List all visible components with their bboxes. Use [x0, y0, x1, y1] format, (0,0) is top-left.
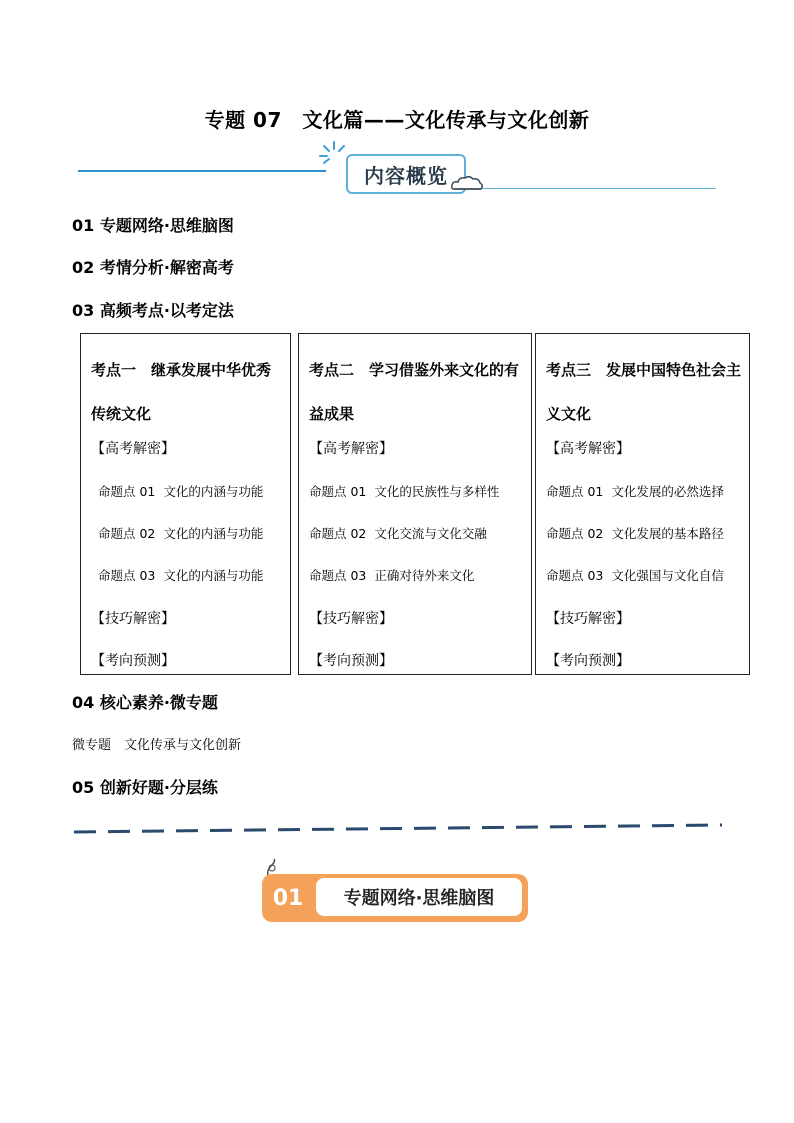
kaodian-title: 考点二 学习借鉴外来文化的有益成果	[309, 361, 520, 423]
proposition-row	[309, 524, 487, 542]
proposition-text: 文化的民族性与多样性	[374, 484, 500, 499]
section-skill-decode: 【技巧解密】	[309, 611, 393, 627]
proposition-text: 文化的内涵与功能	[163, 526, 264, 541]
proposition-row	[546, 524, 724, 542]
divider-line	[78, 170, 326, 172]
proposition-text: 文化发展的基本路径	[611, 526, 724, 541]
kaodian-title: 考点三 发展中国特色社会主义文化	[546, 361, 742, 423]
proposition-text: 文化发展的必然选择	[611, 484, 724, 499]
toc-item-key-points[interactable]: 03 高频考点·以考定法	[72, 301, 234, 320]
kaodian-title: 考点一 继承发展中华优秀传统文化	[91, 361, 272, 423]
badge-number: 01	[272, 885, 304, 911]
badge-label: 专题网络·思维脑图	[316, 878, 522, 916]
micro-topic-line: 微专题 文化传承与文化创新	[72, 738, 242, 753]
proposition-text: 文化的内涵与功能	[163, 484, 264, 499]
section-exam-decode: 【高考解密】	[91, 441, 175, 457]
section-skill-decode: 【技巧解密】	[91, 611, 175, 627]
proposition-row	[546, 482, 724, 500]
proposition-number: 命题点 02	[546, 526, 604, 541]
toc-item-mindmap[interactable]: 01 专题网络·思维脑图	[72, 216, 234, 235]
content-overview-banner	[78, 140, 718, 194]
kaodian-box-3	[535, 333, 750, 675]
proposition-number: 命题点 03	[546, 568, 604, 583]
toc-item-exam-analysis[interactable]: 02 考情分析·解密高考	[72, 258, 234, 277]
section-forecast: 【考向预测】	[546, 653, 630, 669]
proposition-text: 正确对待外来文化	[374, 568, 475, 583]
proposition-number: 命题点 03	[98, 568, 156, 583]
proposition-row	[98, 524, 263, 542]
overview-label: 内容概览	[364, 163, 448, 188]
proposition-number: 命题点 01	[98, 484, 156, 499]
proposition-number: 命题点 01	[546, 484, 604, 499]
proposition-row	[546, 566, 724, 584]
proposition-number: 命题点 01	[309, 484, 367, 499]
cloud-icon	[450, 174, 484, 192]
proposition-text: 文化的内涵与功能	[163, 568, 264, 583]
toc-item-practice[interactable]: 05 创新好题·分层练	[72, 778, 218, 797]
proposition-row	[309, 482, 499, 500]
toc-item-core-literacy[interactable]: 04 核心素养·微专题	[72, 693, 218, 712]
proposition-number: 命题点 02	[98, 526, 156, 541]
section-skill-decode: 【技巧解密】	[546, 611, 630, 627]
kaodian-box-2	[298, 333, 532, 675]
proposition-row	[309, 566, 474, 584]
dashed-separator	[72, 822, 724, 836]
section-forecast: 【考向预测】	[309, 653, 393, 669]
proposition-text: 文化交流与文化交融	[374, 526, 487, 541]
proposition-number: 命题点 03	[309, 568, 367, 583]
page-title: 专题 07 文化篇——文化传承与文化创新	[204, 108, 590, 132]
section-exam-decode: 【高考解密】	[546, 441, 630, 457]
section-forecast: 【考向预测】	[91, 653, 175, 669]
kaodian-box-1	[80, 333, 291, 675]
proposition-row	[98, 566, 263, 584]
proposition-text: 文化强国与文化自信	[611, 568, 724, 583]
proposition-row	[98, 482, 263, 500]
overview-label-box	[346, 154, 466, 194]
proposition-number: 命题点 02	[309, 526, 367, 541]
divider-line	[476, 188, 716, 189]
section-exam-decode: 【高考解密】	[309, 441, 393, 457]
section-01-badge	[262, 858, 530, 924]
